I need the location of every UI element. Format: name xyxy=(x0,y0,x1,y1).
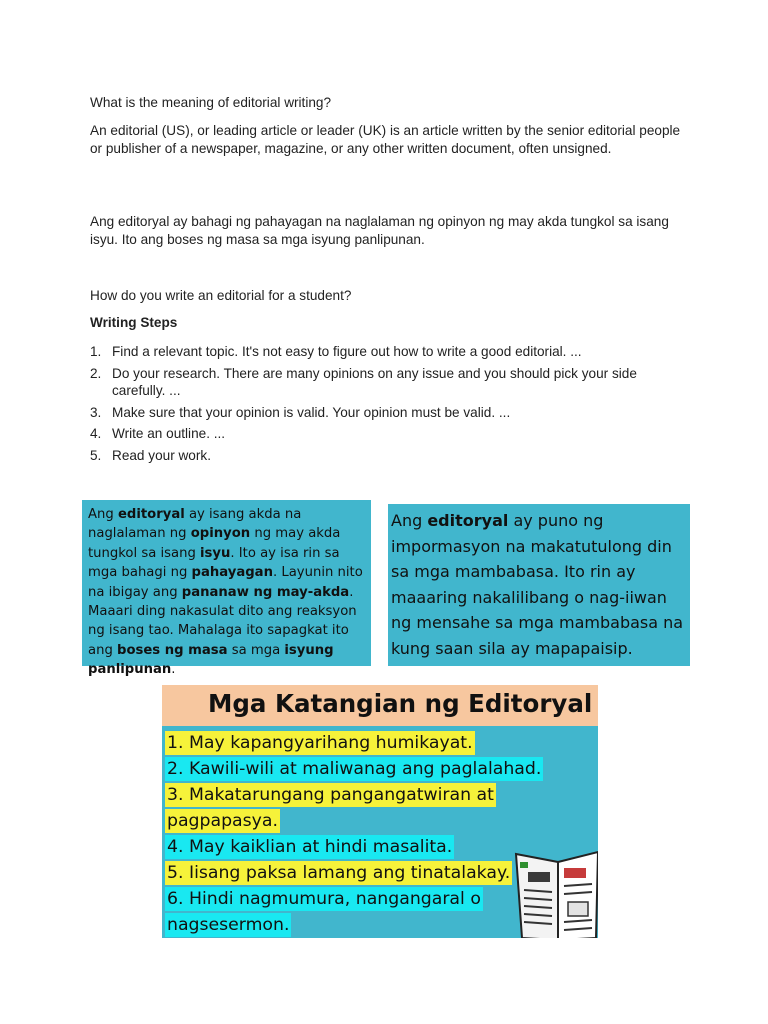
list-item-text: Find a relevant topic. It's not easy to figure out how to write a good editorial. ... xyxy=(112,344,582,359)
card-text: . Ito ay isa rin sa mga bahagi ng xyxy=(88,545,340,581)
infographic-title-bar xyxy=(162,685,598,726)
list-number: 2. xyxy=(90,365,102,381)
card-keyword: editoryal xyxy=(427,511,509,530)
card-keyword: pahayagan xyxy=(191,565,273,581)
card-text: sa mga xyxy=(227,642,285,658)
card-text: . Layunin nito na ibigay ang xyxy=(88,565,363,600)
card-text: Ang xyxy=(88,507,118,522)
card-text: . Maaari ding nakasulat dito ang reaksyon ng isang tao. Mahalaga ito sapagkat ito ang xyxy=(88,584,357,658)
editorial-definition-filipino: Ang editoryal ay bahagi ng pahayagan na naglalaman ng opinyon ng may akda tungkol sa isang isyu. Ito ang boses ng masa sa mga isyung panlipunan. xyxy=(90,214,669,247)
list-item xyxy=(90,425,690,443)
characteristic-item-continued: nagsesermon. xyxy=(167,915,290,935)
card-keyword: isyung panlipunan xyxy=(88,642,334,678)
characteristic-item: 4. May kaiklian at hindi masalita. xyxy=(167,837,453,857)
card-keyword: boses ng masa xyxy=(117,642,228,658)
card-text: ay isang akda na naglalaman ng xyxy=(88,507,302,542)
list-item-text: Make sure that your opinion is valid. Your opinion must be valid. ... xyxy=(112,404,511,420)
katangian-infographic xyxy=(162,685,598,938)
characteristic-item: 5. Iisang paksa lamang ang tinatalakay. xyxy=(167,863,511,883)
writing-steps-heading: Writing Steps xyxy=(90,315,178,330)
card-text: ay puno ng impormasyon na makatutulong din sa mga mambabasa. Ito rin ay maaaring nakalilibang o nag-iiwan ng mensahe sa mga mambabasa na kung saan sila ay mapapaisip. xyxy=(391,511,684,658)
card-text: . xyxy=(171,662,176,678)
question-meaning: What is the meaning of editorial writing? xyxy=(90,95,332,110)
card-keyword: opinyon xyxy=(190,526,251,542)
characteristic-item: 6. Hindi nagmumura, nangangaral o xyxy=(167,889,481,909)
list-item-text: Write an outline. ... xyxy=(112,426,226,441)
card-keyword: isyu xyxy=(200,545,231,561)
card-text: ng may akda tungkol sa isang xyxy=(88,526,341,561)
question-how-to-write: How do you write an editorial for a student? xyxy=(90,288,352,303)
characteristic-item: 3. Makatarungang pangangatwiran at xyxy=(167,785,494,805)
characteristic-item: 1. May kapangyarihang humikayat. xyxy=(167,733,473,753)
editoryal-definition-card xyxy=(82,500,371,678)
writing-steps-list xyxy=(90,343,690,468)
card-text: Ang xyxy=(391,511,428,530)
characteristic-item-continued: pagpapasya. xyxy=(167,811,278,831)
card-keyword: editoryal xyxy=(117,507,185,522)
list-number: 4. xyxy=(90,426,102,441)
editoryal-purpose-card xyxy=(388,504,690,666)
list-item-text: Read your work. xyxy=(112,447,211,463)
list-item xyxy=(90,447,690,465)
editorial-definition-english: An editorial (US), or leading article or leader (UK) is an article written by the senior editorial people or publisher of a newspaper, magazine, or any other written document, often unsigned. xyxy=(90,123,681,156)
characteristic-item: 2. Kawili-wili at maliwanag ang paglalahad. xyxy=(167,759,542,779)
card-keyword: pananaw ng may-akda xyxy=(181,584,350,600)
list-number: 1. xyxy=(90,344,102,359)
newspaper-icon xyxy=(512,848,598,938)
list-number: 3. xyxy=(90,404,102,420)
list-number: 5. xyxy=(90,447,102,463)
list-item-text: Do your research. There are many opinions on any issue and you should pick your side carefully. ... xyxy=(112,365,637,398)
infographic-title: Mga Katangian ng Editoryal xyxy=(208,689,593,718)
list-item xyxy=(90,343,690,361)
list-item xyxy=(90,365,690,400)
list-item xyxy=(90,404,690,422)
